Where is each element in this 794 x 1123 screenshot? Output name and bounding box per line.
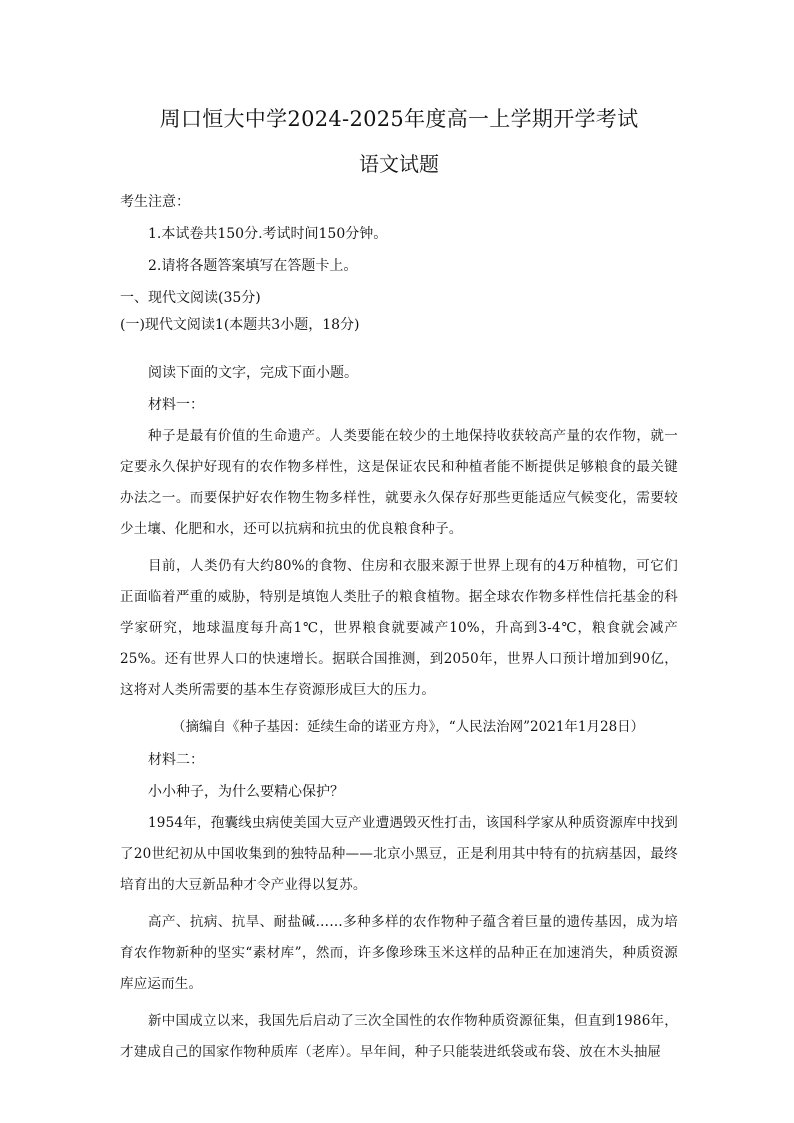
material-1-paragraph-1: 种子是最有价值的生命遗产。人类要能在较少的土地保持收获较高产量的农作物，就一定要永久保护好现有的农作物多样性，这是保证农民和种植者能不断提供足够粮食的最关键办法之一。而要保护好农作物生物多样性，就要永久保存好那些更能适应气候变化，需要较少土壤、化肥和水，还可以抗病和抗虫的优良粮食种子。 [120, 428, 678, 537]
notes-label: 考生注意： [120, 194, 190, 210]
note-item-1: 1.本试卷共150分.考试时间150分钟。 [148, 226, 388, 242]
exam-subject-title: 语文试题 [359, 152, 439, 176]
material-1-label: 材料一： [148, 397, 204, 413]
material-2-paragraph-1: 1954年，孢囊线虫病使美国大豆产业遭遇毁灭性打击，该国科学家从种质资源库中找到了20世纪初从中国收集到的独特品种——北京小黑豆，正是利用其中特有的抗病基因，最终培育出的大豆新品种才令产业得以复苏。 [120, 815, 678, 893]
note-item-2: 2.请将各题答案填写在答题卡上。 [148, 258, 358, 274]
exam-title: 周口恒大中学2024-2025年度高一上学期开学考试 [159, 107, 639, 131]
material-1-source: （摘编自《种子基因：延续生命的诺亚方舟》，“人民法治网”2021年1月28日） [172, 719, 645, 735]
subsection-heading: (一)现代文阅读1(本题共3小题，18分) [120, 317, 360, 333]
section-heading: 一、现代文阅读(35分) [120, 290, 261, 306]
material-2-lead: 小小种子，为什么要精心保护？ [148, 784, 344, 800]
material-2-label: 材料二： [148, 752, 204, 768]
material-2-paragraph-2: 高产、抗病、抗旱、耐盐碱……多种多样的农作物种子蕴含着巨量的遗传基因，成为培育农作物新种的坚实“素材库”，然而，许多像珍珠玉米这样的品种正在加速消失，种质资源库应运而生。 [120, 914, 678, 992]
reading-instruction: 阅读下面的文字，完成下面小题。 [148, 365, 358, 381]
material-1-paragraph-2: 目前，人类仍有大约80%的食物、住房和衣服来源于世界上现有的4万种植物，可它们正面临着严重的威胁，特别是填饱人类肚子的粮食植物。据全球农作物多样性信托基金的科学家研究，地球温度每升高1℃，世界粮食就要减产10%，升高到3-4℃，粮食就会减产25%。还有世界人口的快速增长。据联合国推测，到2050年，世界人口预计增加到90亿，这将对人类所需要的基本生存资源形成巨大的压力。 [120, 558, 678, 698]
material-2-paragraph-3: 新中国成立以来，我国先后启动了三次全国性的农作物种质资源征集，但直到1986年，才建成自己的国家作物种质库（老库）。早年间，种子只能装进纸袋或布袋、放在木头抽屉 [120, 1013, 678, 1060]
